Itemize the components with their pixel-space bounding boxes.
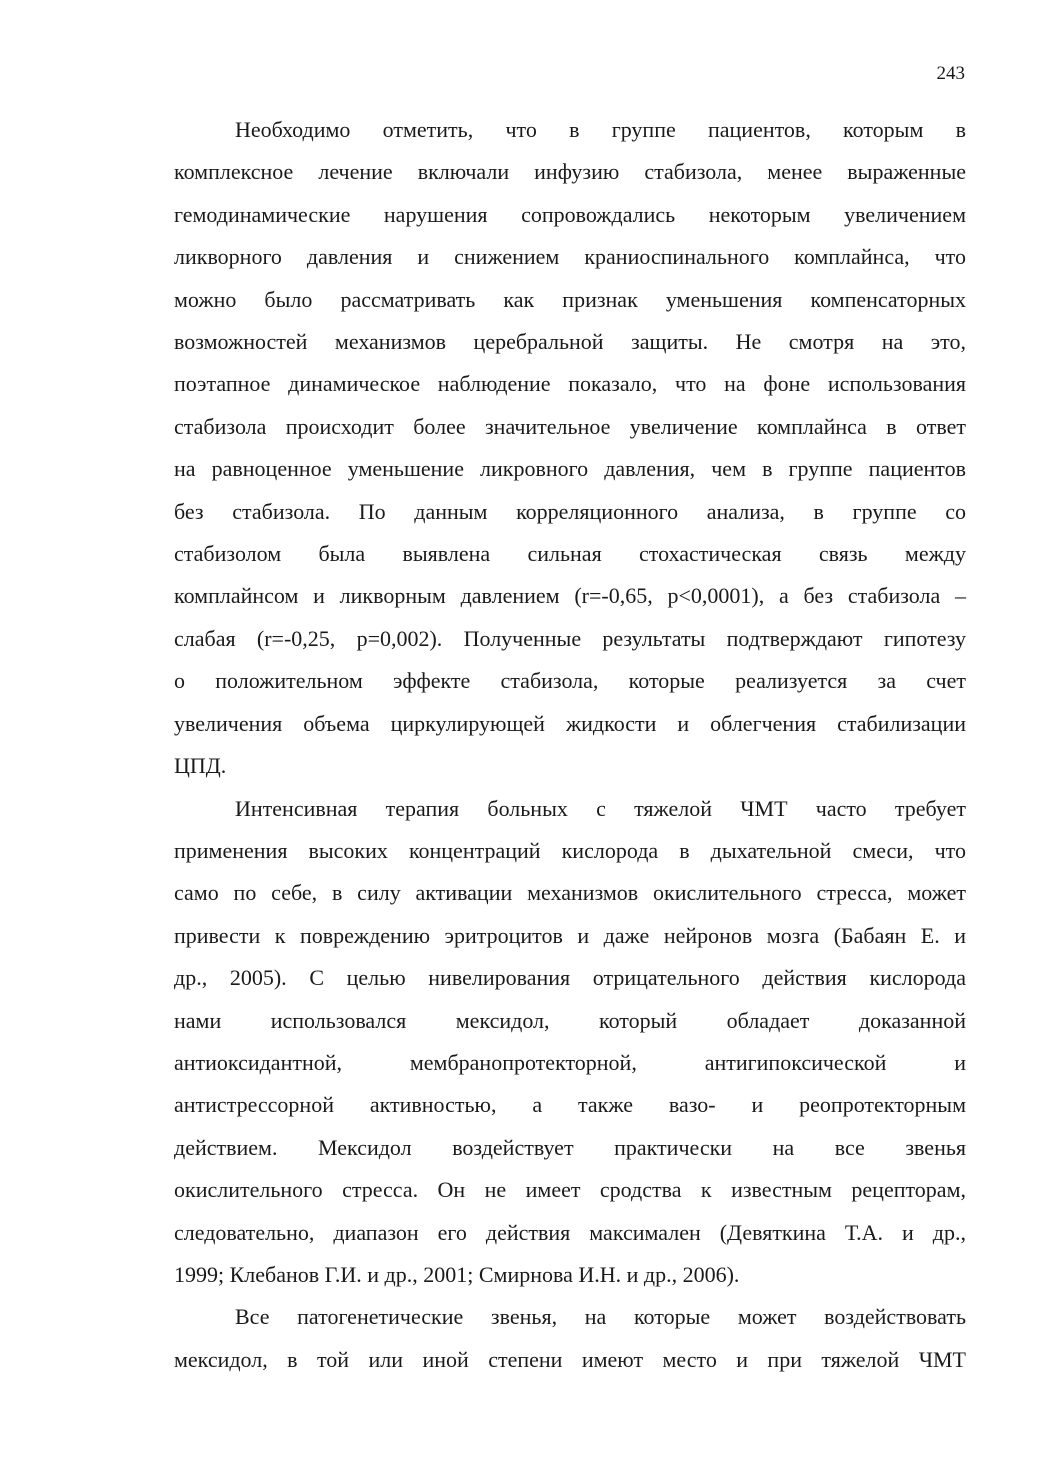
text-line: Все патогенетические звенья, на которые может воздействовать <box>235 1304 966 1330</box>
paragraph-1 <box>174 109 966 788</box>
text-line: др., 2005). С целью нивелирования отрицательного действия кислорода <box>174 965 966 991</box>
paragraph-2 <box>174 788 966 1297</box>
text-line: без стабизола. По данным корреляционного анализа, в группе со <box>174 498 966 524</box>
text-line: о положительном эффекте стабизола, которые реализуется за счет <box>174 668 966 694</box>
text-line: нами использовался мексидол, который обладает доказанной <box>174 1007 966 1033</box>
text-line: гемодинамические нарушения сопровождались некоторым увеличением <box>174 201 966 227</box>
text-line: применения высоких концентраций кислорода в дыхательной смеси, что <box>174 837 966 863</box>
text-body <box>174 109 966 1381</box>
text-line: привести к повреждению эритроцитов и даже нейронов мозга (Бабаян Е. и <box>174 922 966 948</box>
text-line: стабизолом была выявлена сильная стохастическая связь между <box>174 541 966 567</box>
text-line: комплексное лечение включали инфузию стабизола, менее выраженные <box>174 159 966 185</box>
text-line: стабизола происходит более значительное увеличение комплайнса в ответ <box>174 413 966 439</box>
paragraph-3 <box>174 1296 966 1381</box>
text-line: на равноценное уменьшение ликровного давления, чем в группе пациентов <box>174 456 966 482</box>
text-line: 1999; Клебанов Г.И. и др., 2001; Смирнова И.Н. и др., 2006). <box>174 1261 740 1287</box>
text-line: действием. Мексидол воздействует практически на все звенья <box>174 1134 966 1160</box>
text-line: Интенсивная терапия больных с тяжелой ЧМТ часто требует <box>235 795 966 821</box>
text-line: можно было рассматривать как признак уменьшения компенсаторных <box>174 286 966 312</box>
text-line: слабая (r=-0,25, p=0,002). Полученные результаты подтверждают гипотезу <box>174 625 966 651</box>
text-line: возможностей механизмов церебральной защиты. Не смотря на это, <box>174 329 966 355</box>
text-line: ЦПД. <box>174 753 227 779</box>
text-line: ликворного давления и снижением краниоспинального комплайнса, что <box>174 244 966 270</box>
text-line: поэтапное динамическое наблюдение показало, что на фоне использования <box>174 371 966 397</box>
text-line: антиоксидантной, мембранопротекторной, антигипоксической и <box>174 1049 966 1075</box>
text-line: Необходимо отметить, что в группе пациентов, которым в <box>235 117 966 142</box>
text-line: увеличения объема циркулирующей жидкости и облегчения стабилизации <box>174 710 966 736</box>
text-line: само по себе, в силу активации механизмов окислительного стресса, может <box>174 880 966 906</box>
text-line: окислительного стресса. Он не имеет сродства к известным рецепторам, <box>174 1177 966 1203</box>
text-line: комплайнсом и ликворным давлением (r=-0,65, p<0,0001), а без стабизола – <box>174 583 966 609</box>
page-number: 243 <box>936 63 965 84</box>
text-line: следовательно, диапазон его действия максимален (Девяткина Т.А. и др., <box>174 1219 966 1245</box>
text-line: мексидол, в той или иной степени имеют место и при тяжелой ЧМТ <box>174 1346 966 1372</box>
text-line: антистрессорной активностью, а также вазо- и реопротекторным <box>174 1092 966 1118</box>
